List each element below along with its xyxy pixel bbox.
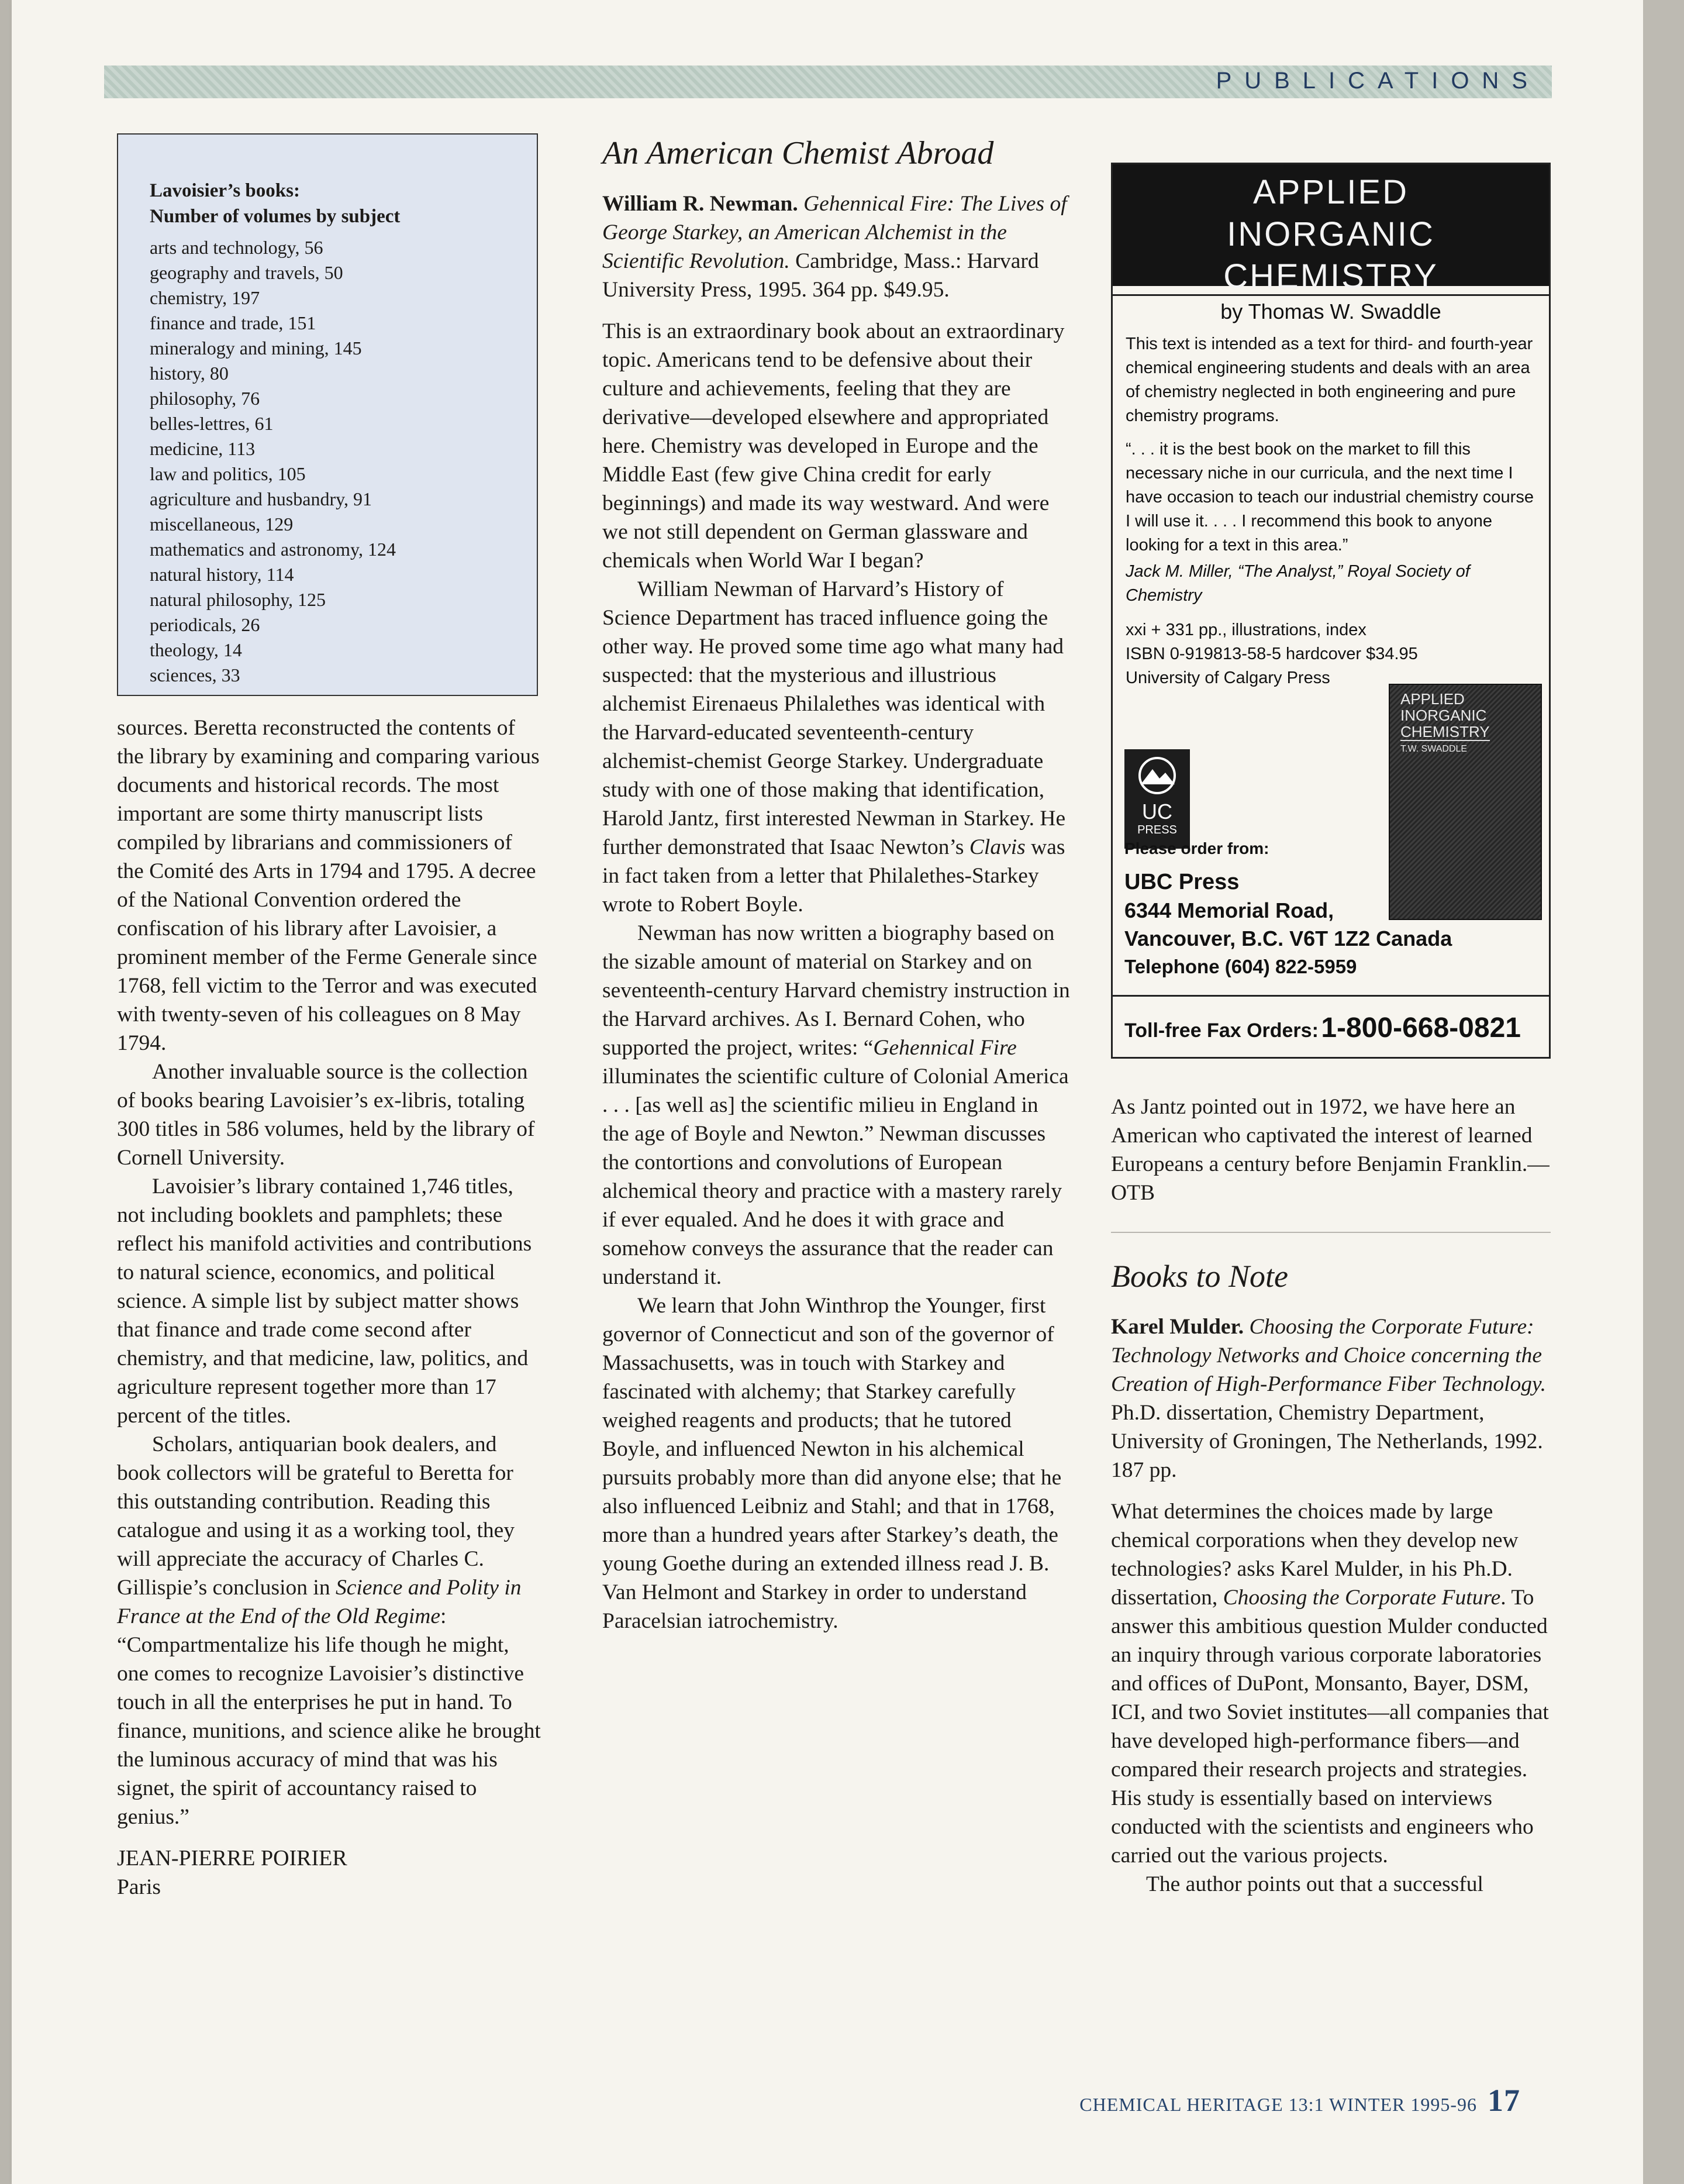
ad-quote: “. . . it is the best book on the market to fill this necessary niche in our curricula, and the next time I have occasion to teach our industrial chemistry course I will use it. . . . I recommend this book to anyone looking for a text in this area.” bbox=[1126, 440, 1534, 554]
lavoisier-books-sidebox bbox=[117, 133, 538, 696]
ad-publisher: University of Calgary Press bbox=[1126, 669, 1330, 687]
subject-item: natural history, 114 bbox=[150, 564, 294, 585]
paragraph: sources. Beretta reconstructed the contents of the library by examining and comparing various documents and historical records. The most important are some thirty manuscript lists compiled by librarians and commissioners of the Comité des Arts in 1794 and 1795. A decree of the National Convention ordered the confiscation of his library after Lavoisier, a prominent member of the Ferme Generale since 1768, fell victim to the Terror and was executed with twenty-seven of his colleagues on 8 May 1794. bbox=[117, 716, 540, 1055]
ad-isbn: ISBN 0-919813-58-5 hardcover $34.95 bbox=[1126, 645, 1418, 663]
paragraph: What determines the choices made by large chemical corporations when they develop new technologies? asks Karel Mulder, in his Ph.D. dissertation, Choosing the Corporate Future. To answer this ambitious question Mulder conducted an inquiry through various corporate laboratories and offices of DuPont, Monsanto, Bayer, DSM, ICI, and two Soviet institutes—all companies that have developed high-performance fibers—and compared their research projects and strategies. His study is essentially based on interviews conducted with the scientists and engineers who carried out the various projects. bbox=[1111, 1500, 1549, 1868]
paragraph: As Jantz pointed out in 1972, we have here an American who captivated the interest of learned Europeans a century before Benjamin Franklin.—OTB bbox=[1111, 1095, 1550, 1205]
ad-body bbox=[1113, 332, 1549, 690]
paragraph: Newman has now written a biography based on the sizable amount of material on Starkey and on seventeenth-century Harvard chemistry instruction in the Harvard archives. As I. Bernard Cohen, who supported the project, writes: “Gehennical Fire illuminates the scientific culture of Colonial America . . . [as well as] the scientific milieu in England in the age of Boyle and Newton.” Newman discusses the contortions and convolutions of European alchemical theory and practice with a mastery rarely if ever equaled. And he does it with grace and somehow conveys the assurance that the reader can understand it. bbox=[602, 921, 1070, 1289]
page-footer bbox=[1079, 2082, 1520, 2118]
scan-edge bbox=[1643, 0, 1684, 2184]
subject-item: sciences, 33 bbox=[150, 664, 240, 685]
fax-orders: Toll-free Fax Orders: 1-800-668-0821 bbox=[1113, 995, 1549, 1044]
subject-item: law and politics, 105 bbox=[150, 463, 306, 484]
uc-press-logo: UC PRESS bbox=[1124, 749, 1190, 849]
book-advertisement bbox=[1111, 163, 1551, 1059]
ad-title: APPLIED INORGANIC CHEMISTRY bbox=[1113, 164, 1549, 286]
reviewer-name: JEAN-PIERRE POIRIER bbox=[117, 1846, 347, 1870]
order-info: Please order from: UBC Press 6344 Memorial Road, Vancouver, B.C. V6T 1Z2 Canada Telephone (604) 822-5959 bbox=[1124, 839, 1452, 977]
sidebox-title: Lavoisier’s books: Number of volumes by subject bbox=[150, 180, 401, 227]
subject-item: history, 80 bbox=[150, 363, 229, 384]
ad-description: This text is intended as a text for third- and fourth-year chemical engineering students and deals with an area of chemistry neglected in both engineering and pure chemistry programs. bbox=[1126, 335, 1533, 425]
section-label: PUBLICATIONS bbox=[1216, 68, 1540, 94]
subject-item: arts and technology, 56 bbox=[150, 237, 323, 258]
column-1 bbox=[117, 714, 544, 1901]
paragraph: This is an extraordinary book about an extraordinary topic. Americans tend to be defensive about their culture and achievements, feeling that they are derivative—developed elsewhere and appropriated here. Chemistry was developed in Europe and the Middle East (few give China credit for early beginnings) and made its way westward. And were we not still dependent on German glassware and chemicals when World War I began? bbox=[602, 319, 1065, 573]
divider bbox=[1111, 1232, 1551, 1233]
subject-item: medicine, 113 bbox=[150, 438, 256, 459]
ad-spec: xxi + 331 pp., illustrations, index bbox=[1126, 621, 1366, 639]
book-citation: William R. Newman. Gehennical Fire: The Lives of George Starkey, an American Alchemist in the Scientific Revolution. Cambridge, Mass.: Harvard University Press, 1995. 364 pp. $49.95. bbox=[602, 192, 1067, 302]
magazine-page bbox=[12, 0, 1643, 2184]
column-2 bbox=[602, 135, 1070, 1635]
ad-quote-source: Jack M. Miller, “The Analyst,” Royal Society of Chemistry bbox=[1126, 562, 1470, 605]
cover-title: APPLIED INORGANIC CHEMISTRY T.W. SWADDLE bbox=[1400, 690, 1490, 754]
column-3-lower bbox=[1111, 1258, 1555, 1899]
subject-item: natural philosophy, 125 bbox=[150, 589, 326, 610]
paragraph: The author points out that a successful bbox=[1146, 1872, 1483, 1896]
paragraph: Another invaluable source is the collection of books bearing Lavoisier’s ex-libris, totaling 300 titles in 586 volumes, held by the library of Cornell University. bbox=[117, 1060, 535, 1170]
journal-info: CHEMICAL HERITAGE 13:1 WINTER 1995-96 bbox=[1079, 2094, 1477, 2115]
subject-item: mathematics and astronomy, 124 bbox=[150, 539, 396, 560]
paragraph: Lavoisier’s library contained 1,746 titles, not including booklets and pamphlets; these reflect his manifold activities and contributions to natural science, economics, and political science. A simple list by subject matter shows that finance and trade come second after chemistry, and that medicine, law, politics, and agriculture represent together more than 17 percent of the titles. bbox=[117, 1174, 532, 1428]
book-citation: Karel Mulder. Choosing the Corporate Future: Technology Networks and Choice concerning the Creation of High-Performance Fiber Technology. Ph.D. dissertation, Chemistry Department, University of Groningen, The Netherlands, 1992. 187 pp. bbox=[1111, 1315, 1547, 1482]
subject-item: philosophy, 76 bbox=[150, 388, 260, 409]
subject-item: chemistry, 197 bbox=[150, 287, 260, 308]
mountain-icon bbox=[1134, 755, 1181, 796]
section-header-band bbox=[104, 66, 1552, 98]
subject-item: agriculture and husbandry, 91 bbox=[150, 488, 372, 509]
subject-item: theology, 14 bbox=[150, 639, 242, 660]
paragraph: We learn that John Winthrop the Younger, first governor of Connecticut and son of the governor of Massachusetts, was in touch with Starkey and fascinated with alchemy; that Starkey carefully weighed reagents and products; that he tutored Boyle, and influenced Newton in his alchemical pursuits probably more than did anyone else; that he also influenced Leibniz and Stahl; and that in 1768, more than a hundred years after Starkey’s death, the young Goethe during an extended illness read J. B. Van Helmont and Starkey in order to understand Paracelsian iatrochemistry. bbox=[602, 1294, 1062, 1633]
subject-list bbox=[150, 235, 537, 688]
subject-item: miscellaneous, 129 bbox=[150, 514, 294, 535]
page-number: 17 bbox=[1488, 2083, 1520, 2118]
paragraph: Scholars, antiquarian book dealers, and book collectors will be grateful to Beretta for this outstanding contribution. Reading this catalogue and using it as a working tool, they will appreciate the accuracy of Charles C. Gillispie’s conclusion in Science and Polity in France at the End of the Old Regime: “Compartmentalize his life though he might, one comes to recognize Lavoisier’s distinctive touch in all the enterprises he put in hand. To finance, munitions, and science alike he brought the luminous accuracy of mind that was his signet, the spirit of accountancy raised to genius.” bbox=[117, 1432, 541, 1829]
paragraph: William Newman of Harvard’s History of Science Department has traced influence going the other way. He proved some time ago what many had suspected: that the mysterious and illustrious alchemist Eirenaeus Philalethes was identical with the Harvard-educated seventeenth-century alchemist-chemist George Starkey. Undergraduate study with one of those making that identification, Harold Jantz, first interested Newman in Starkey. He further demonstrated that Isaac Newton’s Clavis was in fact taken from a letter that Philalethes-Starkey wrote to Robert Boyle. bbox=[602, 577, 1066, 917]
subject-item: mineralogy and mining, 145 bbox=[150, 337, 362, 359]
reviewer-place: Paris bbox=[117, 1875, 161, 1899]
review-title: An American Chemist Abroad bbox=[602, 135, 994, 171]
ad-author: by Thomas W. Swaddle bbox=[1113, 294, 1549, 324]
subject-item: finance and trade, 151 bbox=[150, 312, 316, 333]
column-3-upper bbox=[1111, 1093, 1555, 1207]
subject-item: geography and travels, 50 bbox=[150, 262, 343, 283]
subject-item: belles-lettres, 61 bbox=[150, 413, 274, 434]
section-title: Books to Note bbox=[1111, 1259, 1288, 1294]
subject-item: periodicals, 26 bbox=[150, 614, 260, 635]
